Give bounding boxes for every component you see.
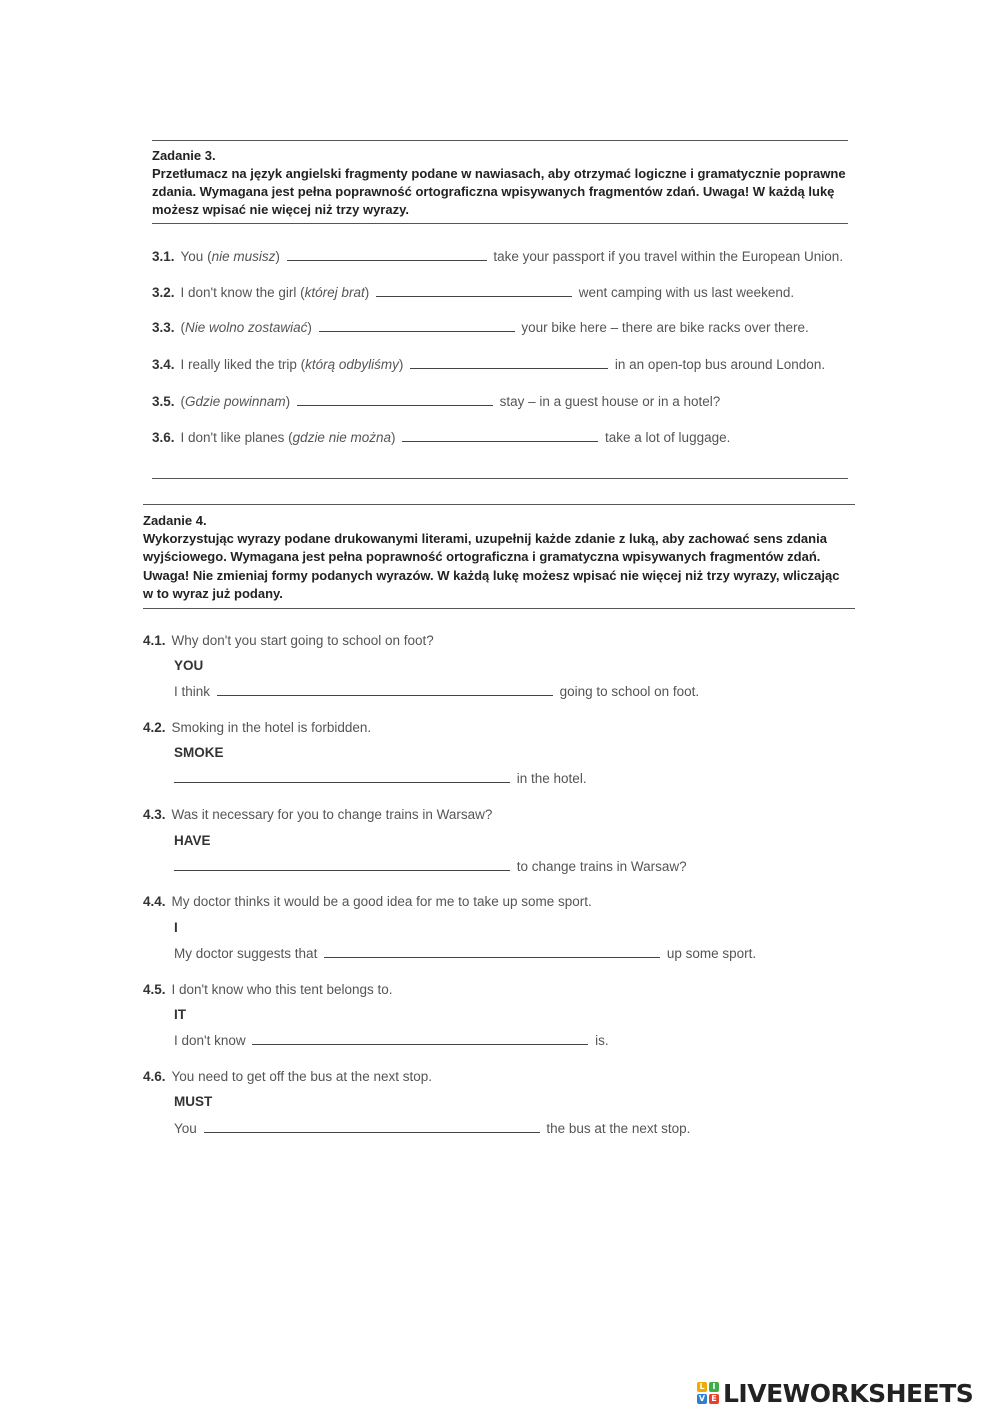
item-number: 3.4. [152, 357, 175, 372]
answer-gap[interactable] [324, 945, 660, 958]
item-number: 4.2. [143, 720, 166, 735]
item-number: 3.3. [152, 320, 175, 335]
item-number: 4.3. [143, 807, 166, 822]
answer-prefix: You [174, 1121, 197, 1136]
answer-gap[interactable] [204, 1120, 540, 1133]
item-number: 3.6. [152, 430, 175, 445]
logo-letter: V [698, 1394, 706, 1403]
item-number: 3.2. [152, 285, 175, 300]
prompt-text: ) [285, 394, 291, 409]
item-3-1 [152, 248, 843, 264]
answer-suffix: going to school on foot. [559, 684, 700, 699]
task4-instruction-line-1: Wykorzystując wyrazy podane drukowanymi literami, uzupełnij każde zdanie z luką, aby zachować sens zdania [143, 531, 827, 546]
item-4-1-keyword: YOU [174, 658, 204, 673]
task4-top-rule [143, 504, 855, 505]
task4-header-bottom-rule [143, 608, 855, 609]
answer-gap[interactable] [287, 248, 487, 261]
liveworksheets-logo[interactable] [697, 1378, 973, 1408]
answer-gap[interactable] [376, 284, 572, 297]
logo-text: LIVEWORKSHEETS [723, 1378, 974, 1408]
item-3-5 [152, 393, 720, 409]
item-4-4-sentence [143, 894, 592, 909]
item-4-5-answer [174, 1032, 609, 1048]
sentence-end: take your passport if you travel within the European Union. [493, 249, 844, 264]
task3-instruction-line-2: zdania. Wymagana jest pełna poprawność ortograficzna wpisywanych fragmentów zdań. Uwaga! W każdą lukę [152, 184, 835, 199]
polish-hint: której brat [304, 285, 365, 300]
item-4-6-answer [174, 1120, 690, 1136]
answer-suffix: in the hotel. [516, 771, 587, 786]
item-4-3-answer [174, 858, 687, 874]
item-4-2-sentence [143, 720, 371, 735]
item-4-5-keyword: IT [174, 1007, 186, 1022]
source-sentence: I don't know who this tent belongs to. [171, 982, 393, 997]
task3-header-bottom-rule [152, 223, 848, 224]
logo-letter: E [709, 1394, 719, 1404]
answer-suffix: the bus at the next stop. [546, 1121, 691, 1136]
task3-instruction-line-1: Przetłumacz na język angielski fragmenty podane w nawiasach, aby otrzymać logiczne i gramatycznie poprawne [152, 166, 846, 181]
answer-suffix: up some sport. [666, 946, 757, 961]
task3-bottom-rule [152, 478, 848, 479]
prompt-text: I don't know the girl ( [180, 285, 305, 300]
item-4-2-answer [174, 770, 587, 786]
item-4-1-sentence [143, 633, 434, 648]
item-4-3-keyword: HAVE [174, 833, 211, 848]
answer-gap[interactable] [217, 683, 553, 696]
item-3-6 [152, 429, 730, 445]
prompt-text: ) [364, 285, 370, 300]
source-sentence: Why don't you start going to school on foot? [171, 633, 434, 648]
source-sentence: My doctor thinks it would be a good idea for me to take up some sport. [171, 894, 592, 909]
logo-letter: I [709, 1382, 719, 1392]
logo-icon [697, 1382, 719, 1404]
prompt-text: I don't like planes ( [180, 430, 293, 445]
polish-hint: nie musisz [211, 249, 276, 264]
prompt-text: ( [180, 394, 186, 409]
item-number: 3.5. [152, 394, 175, 409]
sentence-end: stay – in a guest house or in a hotel? [499, 394, 721, 409]
source-sentence: Was it necessary for you to change trains in Warsaw? [171, 807, 493, 822]
source-sentence: You need to get off the bus at the next stop. [171, 1069, 432, 1084]
answer-gap[interactable] [410, 356, 608, 369]
answer-gap[interactable] [252, 1032, 588, 1045]
item-number: 4.4. [143, 894, 166, 909]
answer-gap[interactable] [319, 319, 515, 332]
item-4-4-answer [174, 945, 756, 961]
answer-prefix: I don't know [174, 1033, 246, 1048]
logo-letter: L [697, 1382, 707, 1392]
prompt-text: I really liked the trip ( [180, 357, 306, 372]
sentence-end: in an open-top bus around London. [614, 357, 826, 372]
task3-instruction-line-3: możesz wpisać nie więcej niż trzy wyrazy. [152, 202, 409, 217]
answer-gap[interactable] [174, 770, 510, 783]
item-4-2-keyword: SMOKE [174, 745, 224, 760]
sentence-end: take a lot of luggage. [605, 430, 731, 445]
answer-suffix: to change trains in Warsaw? [516, 859, 687, 874]
polish-hint: Gdzie powinnam [185, 394, 286, 409]
polish-hint: którą odbyliśmy [305, 357, 399, 372]
answer-gap[interactable] [174, 858, 510, 871]
item-3-2 [152, 284, 794, 300]
item-number: 4.5. [143, 982, 166, 997]
answer-prefix: My doctor suggests that [174, 946, 318, 961]
task3-top-rule [152, 140, 848, 141]
prompt-text: You ( [180, 249, 212, 264]
sentence-end: your bike here – there are bike racks over there. [521, 320, 809, 335]
item-number: 3.1. [152, 249, 175, 264]
answer-prefix: I think [174, 684, 211, 699]
item-4-5-sentence [143, 982, 393, 997]
polish-hint: gdzie nie można [292, 430, 391, 445]
item-4-4-keyword: I [174, 920, 178, 935]
task4-instruction-line-3: Uwaga! Nie zmieniaj formy podanych wyrazów. W każdą lukę możesz wpisać nie więcej niż trzy wyrazy, wliczając [143, 568, 840, 583]
item-4-3-sentence [143, 807, 492, 822]
item-4-6-sentence [143, 1069, 432, 1084]
prompt-text: ) [398, 357, 404, 372]
item-number: 4.1. [143, 633, 166, 648]
prompt-text: ( [180, 320, 186, 335]
task4-instruction-line-2: wyjściowego. Wymagana jest pełna poprawność ortograficzna i gramatyczna wpisywanych fragmentów zdań. [143, 549, 821, 564]
item-number: 4.6. [143, 1069, 166, 1084]
answer-gap[interactable] [297, 393, 493, 406]
source-sentence: Smoking in the hotel is forbidden. [171, 720, 372, 735]
item-3-4 [152, 356, 825, 372]
polish-hint: Nie wolno zostawiać [185, 320, 308, 335]
prompt-text: ) [275, 249, 280, 264]
item-4-1-answer [174, 683, 699, 699]
answer-gap[interactable] [402, 429, 598, 442]
task4-instruction-line-4: w to wyraz już podany. [143, 586, 283, 601]
prompt-text: ) [307, 320, 312, 335]
prompt-text: ) [390, 430, 396, 445]
task4-title: Zadanie 4. [143, 513, 207, 528]
answer-suffix: is. [595, 1033, 609, 1048]
item-3-3 [152, 319, 809, 335]
sentence-end: went camping with us last weekend. [578, 285, 795, 300]
item-4-6-keyword: MUST [174, 1094, 213, 1109]
task3-title: Zadanie 3. [152, 148, 216, 163]
